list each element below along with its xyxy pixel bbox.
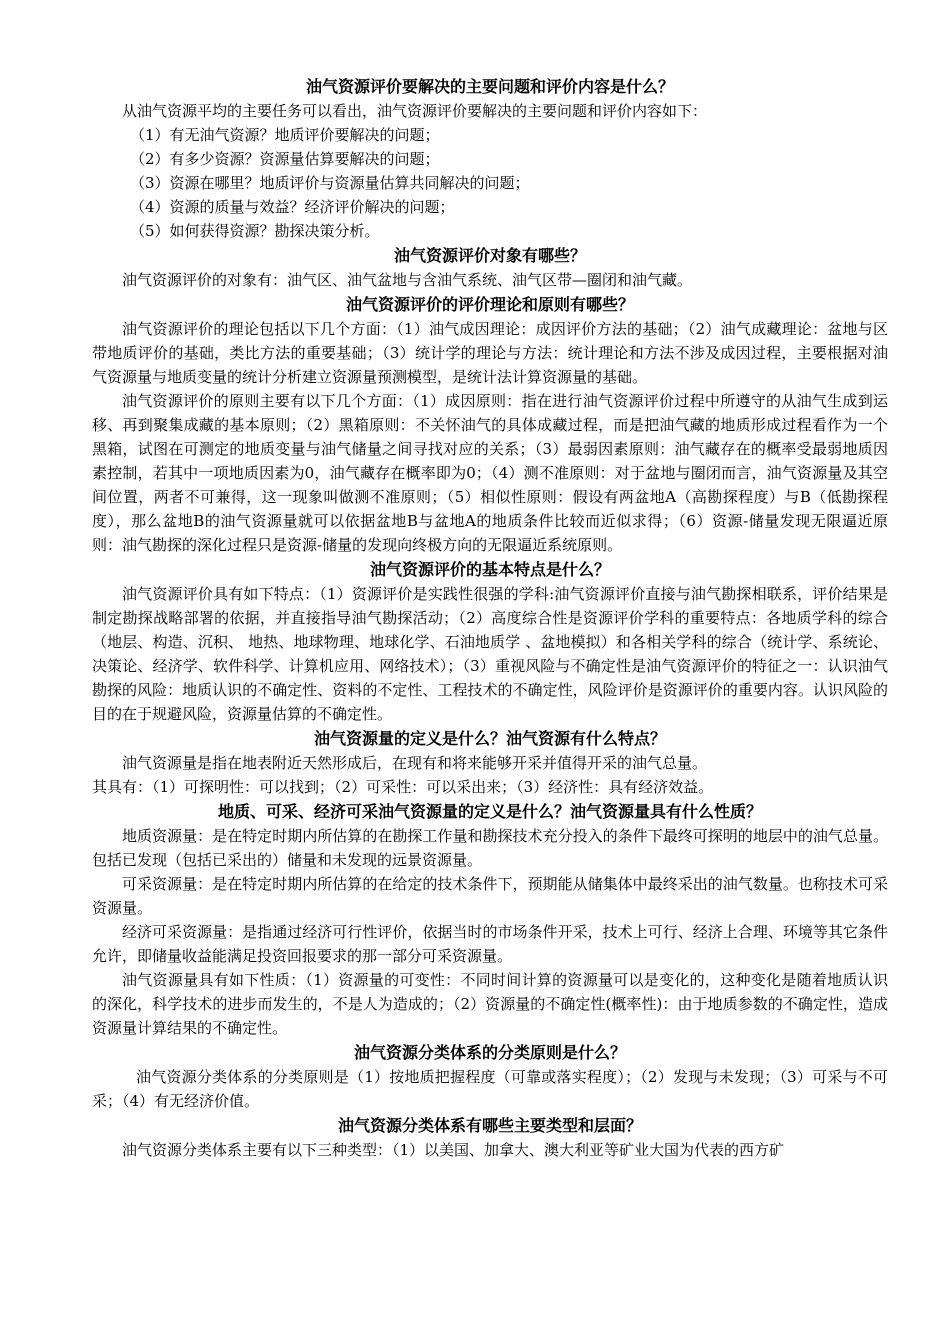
list-item: （3）资源在哪里？地质评价与资源量估算共同解决的问题； <box>130 174 530 192</box>
section-heading: 油气资源分类体系有哪些主要类型和层面？ <box>337 1116 642 1135</box>
section-resource-definition <box>92 726 888 799</box>
paragraph: 其具有：（1）可探明性：可以找到；（2）可采性：可以采出来；（3）经济性：具有经济效益。 <box>92 778 714 796</box>
paragraph: 油气资源分类体系的分类原则是（1）按地质把握程度（可靠或落实程度）；（2）发现与未发现；（3）可采与不可采；（4）有无经济价值。 <box>92 1068 888 1110</box>
list-item: （5）如何获得资源？勘探决策分析。 <box>130 222 380 240</box>
section-classification-types <box>92 1113 888 1162</box>
list-item: （4）资源的质量与效益？经济评价解决的问题； <box>130 198 455 216</box>
section-basic-features <box>92 557 888 726</box>
paragraph: 油气资源评价的对象有：油气区、油气盆地与含油气系统、油气区带—圈闭和油气藏。 <box>122 271 693 289</box>
section-heading: 油气资源分类体系的分类原则是什么？ <box>353 1043 626 1062</box>
section-heading: 地质、可采、经济可采油气资源量的定义是什么？油气资源量具有什么性质？ <box>217 802 762 821</box>
list-item: （1）有无油气资源？地质评价要解决的问题； <box>130 126 440 144</box>
document-page <box>92 74 888 1162</box>
paragraph: 油气资源量是指在地表附近天然形成后，在现有和将来能够开采并值得开采的油气总量。 <box>122 754 708 772</box>
section-intro: 从油气资源平均的主要任务可以看出，油气资源评价要解决的主要问题和评价内容如下： <box>122 102 708 120</box>
section-heading: 油气资源评价对象有哪些？ <box>393 246 586 265</box>
section-theory-and-principles <box>92 292 888 557</box>
section-heading: 油气资源量的定义是什么？油气资源有什么特点？ <box>313 729 666 748</box>
section-resource-types <box>92 799 888 1040</box>
section-heading: 油气资源评价的评价理论和原则有哪些？ <box>345 295 634 314</box>
section-heading: 油气资源评价要解决的主要问题和评价内容是什么？ <box>305 77 674 96</box>
paragraph: 可采资源量：是在特定时期内所估算的在给定的技术条件下，预期能从储集体中最终采出的油气数量。也称技术可采资源量。 <box>92 875 888 917</box>
paragraph: 油气资源评价的理论包括以下几个方面：（1）油气成因理论：成因评价方法的基础；（2）油气成藏理论：盆地与区带地质评价的基础，类比方法的重要基础；（3）统计学的理论与方法：统计理论和方法不涉及成因过程，主要根据对油气资源量与地质变量的统计分析建立资源量预测模型，是统计法计算资源量的基础。 <box>92 320 888 386</box>
paragraph: 地质资源量：是在特定时期内所估算的在勘探工作量和勘探技术充分投入的条件下最终可探明的地层中的油气总量。包括已发现（包括已采出的）储量和未发现的远景资源量。 <box>92 827 888 869</box>
section-classification-principles <box>92 1040 888 1113</box>
section-evaluation-objects <box>92 243 888 292</box>
list-item: （2）有多少资源？资源量估算要解决的问题； <box>130 150 440 168</box>
section-evaluation-problems <box>92 74 888 243</box>
paragraph: 油气资源评价的原则主要有以下几个方面：（1）成因原则：指在进行油气资源评价过程中所遵守的从油气生成到运移、再到聚集成藏的基本原则；（2）黑箱原则：不关怀油气的具体成藏过程，而是把油气藏的地质形成过程看作为一个黑箱，试图在可测定的地质变量与油气储量之间寻找对应的关系；（3）最弱因素原则：油气藏存在的概率受最弱地质因素控制，若其中一项地质因素为0，油气藏存在概率即为0；（4）测不准原则：对于盆地与圈闭而言，油气资源量及其空间位置，两者不可兼得，这一现象叫做测不准原则；（5）相似性原则：假设有两盆地A（高勘探程度）与B（低勘探程度），那么盆地B的油气资源量就可以依据盆地B与盆地A的地质条件比较而近似求得；（6）资源-储量发现无限逼近原则：油气勘探的深化过程只是资源-储量的发现向终极方向的无限逼近系统原则。 <box>92 392 888 554</box>
paragraph: 油气资源量具有如下性质：（1）资源量的可变性：不同时间计算的资源量可以是变化的，这种变化是随着地质认识的深化，科学技术的进步而发生的，不是人为造成的；（2）资源量的不确定性(概率性)：由于地质参数的不确定性，造成资源量计算结果的不确定性。 <box>92 971 888 1037</box>
paragraph: 经济可采资源量：是指通过经济可行性评价，依据当时的市场条件开采，技术上可行、经济上合理、环境等其它条件允许，即储量收益能满足投资回报要求的那一部分可采资源量。 <box>92 923 888 965</box>
paragraph: 油气资源分类体系主要有以下三种类型：（1）以美国、加拿大、澳大利亚等矿业大国为代表的西方矿 <box>122 1141 785 1159</box>
section-heading: 油气资源评价的基本特点是什么？ <box>369 560 610 579</box>
paragraph: 油气资源评价具有如下特点：（1）资源评价是实践性很强的学科:油气资源评价直接与油气勘探相联系，评价结果是制定勘探战略部署的依据，并直接指导油气勘探活动；（2）高度综合性是资源评价学科的重要特点：各地质学科的综合（地层、构造、沉积、 地热、地球物理、地球化学、石油地质学 、盆地模拟）和各相关学科的综合（统计学、系统论、决策论、经济学、软件科学、计算机应用、网络技术）；（3）重视风险与不确定性是油气资源评价的特征之一：认识油气勘探的风险：地质认识的不确定性、资料的不定性、工程技术的不确定性，风险评价是资源评价的重要内容。认识风险的目的在于规避风险，资源量估算的不确定性。 <box>92 585 888 723</box>
